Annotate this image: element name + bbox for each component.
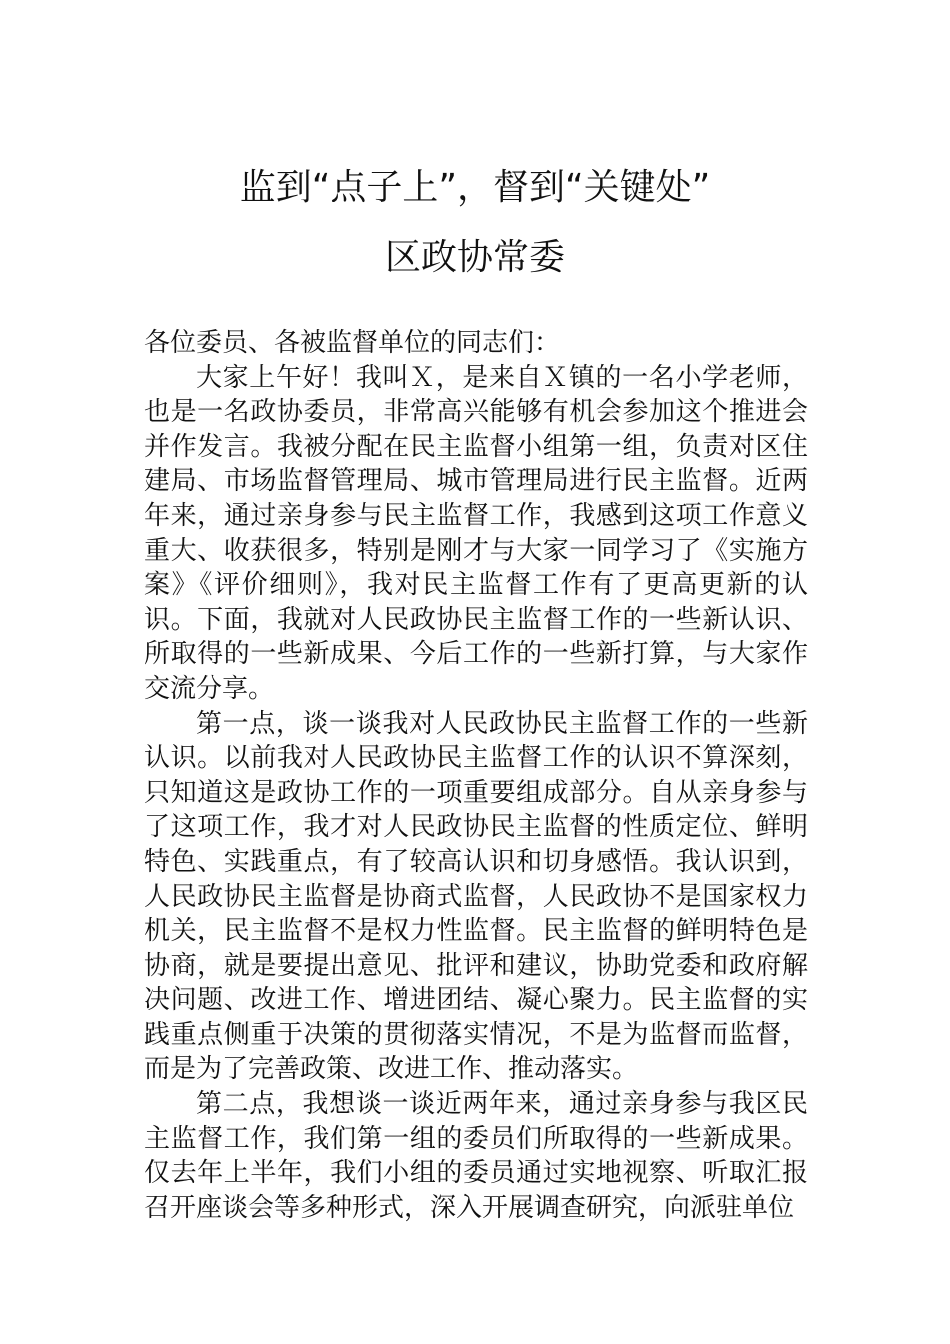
document-subtitle: 区政协常委 xyxy=(384,237,565,278)
paragraph-second-point: 第二点，我想谈一谈近两年来，通过亲身参与我区民主监督工作，我们第一组的委员们所取得的一些新成果。仅去年上半年，我们小组的委员通过实地视察、听取汇报召开座谈会等多种形式，深入开展调查研究，向派驻单位 xyxy=(144,1089,808,1223)
paragraph-first-point: 第一点，谈一谈我对人民政协民主监督工作的一些新认识。以前我对人民政协民主监督工作的认识不算深刻，只知道这是政协工作的一项重要组成部分。自从亲身参与了这项工作，我才对人民政协民主监督的性质定位、鲜明特色、实践重点，有了较高认识和切身感悟。我认识到，人民政协民主监督是协商式监督，人民政协不是国家权力机关，民主监督不是权力性监督。民主监督的鲜明特色是协商，就是要提出意见、批评和建议，协助党委和政府解决问题、改进工作、增进团结、凝心聚力。民主监督的实践重点侧重于决策的贯彻落实情况，不是为监督而监督，而是为了完善政策、改进工作、推动落实。 xyxy=(144,708,808,1085)
paragraph-greeting: 大家上午好！我叫Ｘ，是来自Ｘ镇的一名小学老师，也是一名政协委员，非常高兴能够有机会参加这个推进会并作发言。我被分配在民主监督小组第一组，负责对区住建局、市场监督管理局、城市管理局进行民主监督。近两年来，通过亲身参与民主监督工作，我感到这项工作意义重大、收获很多，特别是刚才与大家一同学习了《实施方案》《评价细则》，我对民主监督工作有了更高更新的认识。下面，我就对人民政协民主监督工作的一些新认识、所取得的一些新成果、今后工作的一些新打算，与大家作交流分享。 xyxy=(144,362,808,704)
salutation: 各位委员、各被监督单位的同志们： xyxy=(144,328,561,358)
document-body xyxy=(144,326,808,1225)
document-title: 监到“点子上”，督到“关键处” xyxy=(239,167,711,208)
